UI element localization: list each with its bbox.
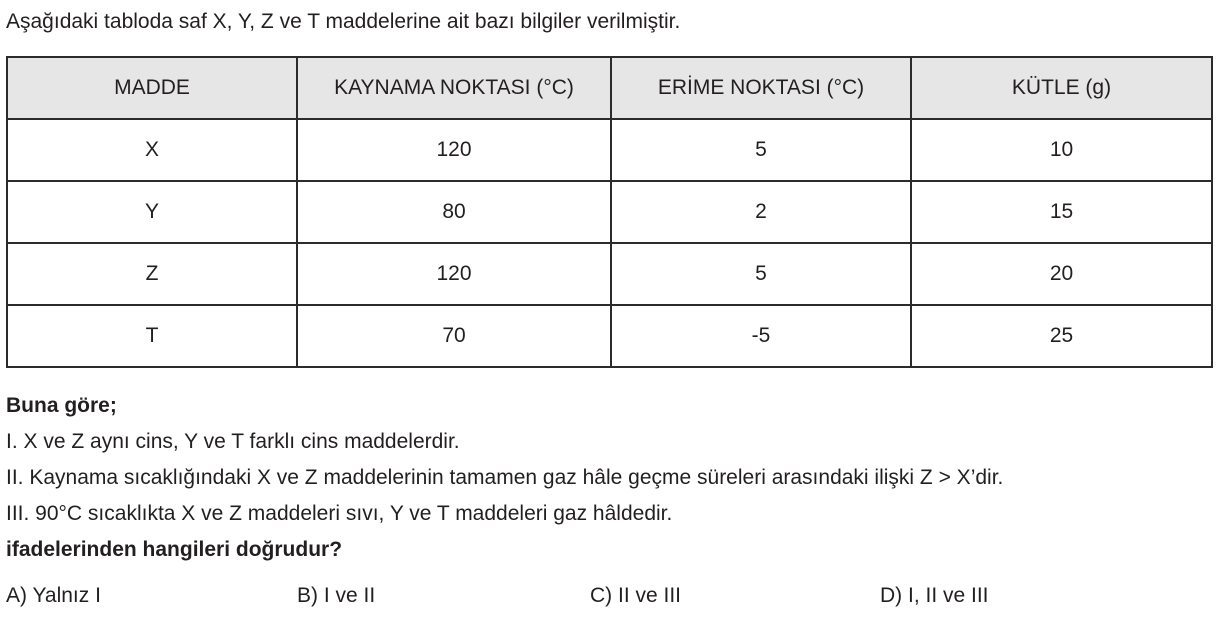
table-row	[7, 243, 1212, 305]
cell-kaynama: 70	[297, 305, 611, 367]
cell-erime: 5	[611, 119, 911, 181]
option-b[interactable]: B) I ve II	[297, 584, 376, 607]
table-header-row	[7, 57, 1212, 119]
cell-kaynama: 80	[297, 181, 611, 243]
cell-madde: X	[7, 119, 297, 181]
header-madde: MADDE	[7, 57, 297, 119]
header-kaynama-noktasi: KAYNAMA NOKTASI (°C)	[297, 57, 611, 119]
cell-kutle: 10	[911, 119, 1212, 181]
header-erime-noktasi: ERİME NOKTASI (°C)	[611, 57, 911, 119]
cell-kaynama: 120	[297, 243, 611, 305]
question-prompt: ifadelerinden hangileri doğrudur?	[6, 538, 343, 561]
cell-madde: Y	[7, 181, 297, 243]
table-row	[7, 305, 1212, 367]
cell-madde: Z	[7, 243, 297, 305]
option-c[interactable]: C) II ve III	[590, 584, 682, 607]
cell-madde: T	[7, 305, 297, 367]
cell-kutle: 20	[911, 243, 1212, 305]
intro-text: Aşağıdaki tabloda saf X, Y, Z ve T maddelerine ait bazı bilgiler verilmiştir.	[6, 10, 681, 33]
cell-kaynama: 120	[297, 119, 611, 181]
cell-kutle: 15	[911, 181, 1212, 243]
statement-3: III. 90°C sıcaklıkta X ve Z maddeleri sıvı, Y ve T maddeleri gaz hâldedir.	[6, 502, 673, 525]
option-d[interactable]: D) I, II ve III	[880, 584, 989, 607]
statement-2: II. Kaynama sıcaklığındaki X ve Z maddelerinin tamamen gaz hâle geçme süreleri arasındaki ilişki Z > X’dir.	[6, 466, 1004, 489]
cell-erime: 5	[611, 243, 911, 305]
cell-erime: 2	[611, 181, 911, 243]
table-row	[7, 181, 1212, 243]
question-block	[6, 392, 1003, 572]
option-a[interactable]: A) Yalnız I	[6, 584, 101, 607]
question-lead: Buna göre;	[6, 394, 117, 417]
cell-kutle: 25	[911, 305, 1212, 367]
substance-table	[6, 56, 1213, 368]
header-kutle: KÜTLE (g)	[911, 57, 1212, 119]
table-row	[7, 119, 1212, 181]
statement-1: I. X ve Z aynı cins, Y ve T farklı cins maddelerdir.	[6, 430, 460, 453]
cell-erime: -5	[611, 305, 911, 367]
